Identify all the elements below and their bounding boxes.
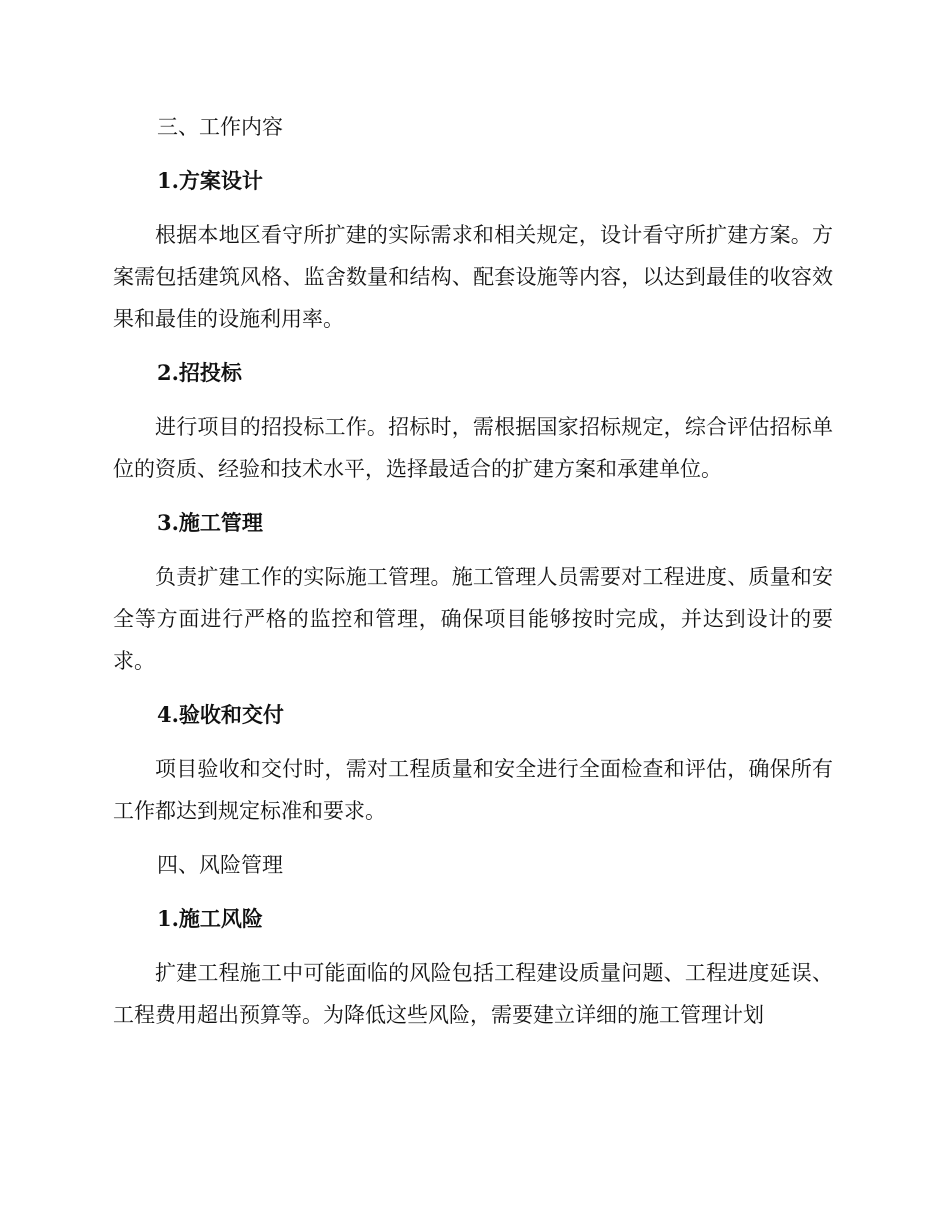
paragraph-construction-management: 负责扩建工作的实际施工管理。施工管理人员需要对工程进度、质量和安全等方面进行严格的监控和管理，确保项目能够按时完成，并达到设计的要求。 bbox=[113, 565, 833, 673]
paragraph-construction-risk: 扩建工程施工中可能面临的风险包括工程建设质量问题、工程进度延误、工程费用超出预算等。为降低这些风险，需要建立详细的施工管理计划 bbox=[113, 961, 833, 1027]
paragraph-scheme-design: 根据本地区看守所扩建的实际需求和相关规定，设计看守所扩建方案。方案需包括建筑风格、监舍数量和结构、配套设施等内容，以达到最佳的收容效果和最佳的设施利用率。 bbox=[113, 223, 833, 331]
section-heading-risk-management: 四、风险管理 bbox=[157, 853, 283, 877]
paragraph-acceptance-delivery: 项目验收和交付时，需对工程质量和安全进行全面检查和评估，确保所有工作都达到规定标准和要求。 bbox=[113, 757, 833, 823]
subheading-bidding: 2.招投标 bbox=[157, 360, 242, 385]
document-body bbox=[113, 108, 833, 1050]
subheading-scheme-design: 1.方案设计 bbox=[157, 168, 263, 193]
subheading-construction-risk: 1.施工风险 bbox=[157, 906, 263, 931]
section-heading-work-content: 三、工作内容 bbox=[157, 115, 283, 139]
subheading-acceptance-delivery: 4.验收和交付 bbox=[157, 702, 284, 727]
subheading-construction-management: 3.施工管理 bbox=[157, 510, 263, 535]
paragraph-bidding: 进行项目的招投标工作。招标时，需根据国家招标规定，综合评估招标单位的资质、经验和技术水平，选择最适合的扩建方案和承建单位。 bbox=[113, 415, 833, 481]
